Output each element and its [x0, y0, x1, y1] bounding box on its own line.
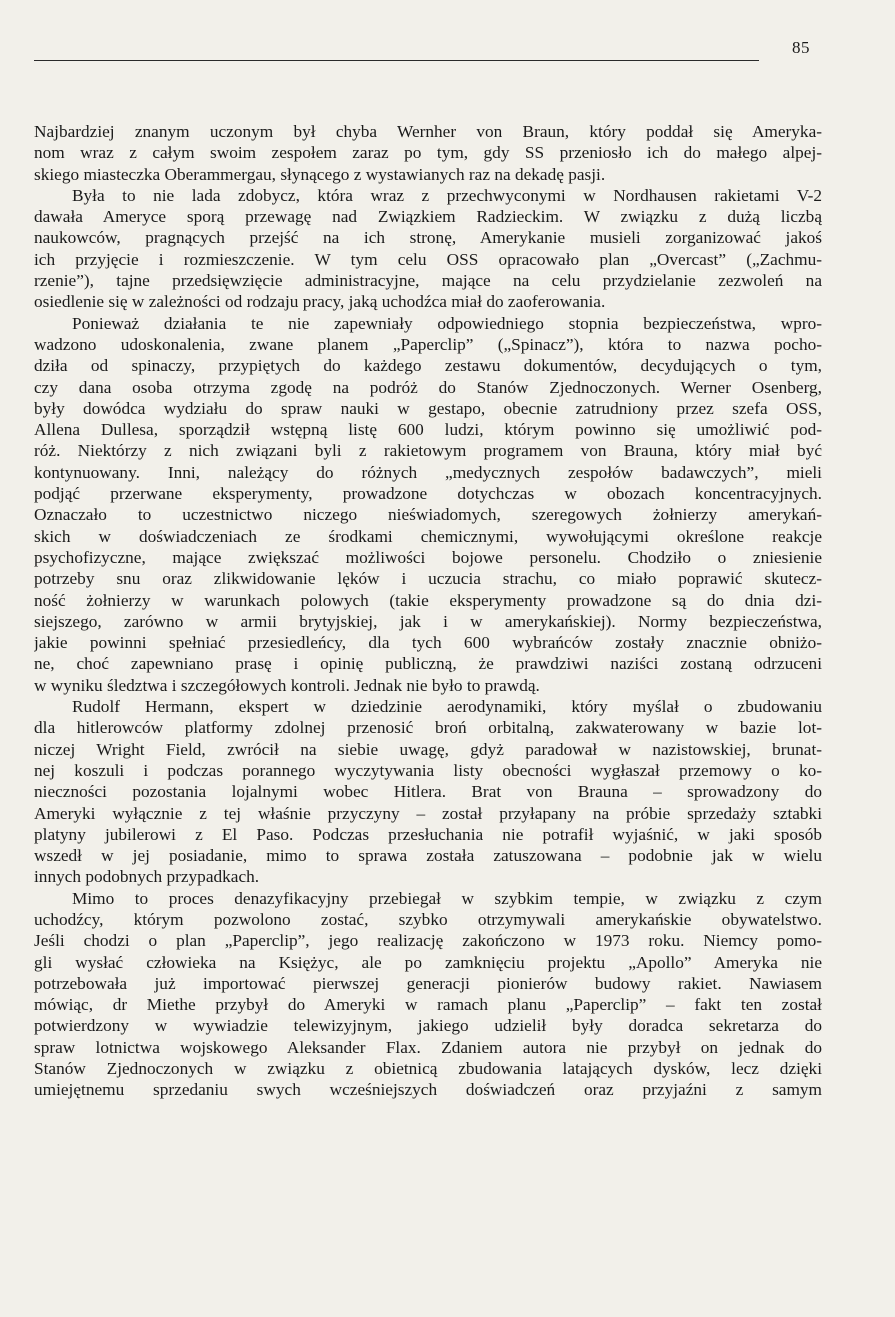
- text-line: nom wraz z całym swoim zespołem zaraz po tym, gdy SS przeniosło ich do małego alpej-: [34, 143, 822, 163]
- text-line: wadzono udoskonalenia, zwane planem „Paperclip” („Spinacz”), która to nazwa pocho-: [34, 334, 822, 354]
- text-line: Mimo to proces denazyfikacyjny przebiegał w szybkim tempie, w związku z czym: [72, 888, 822, 908]
- text-line: potrzeby snu oraz zlikwidowanie lęków i uczucia strachu, co miało poprawić skutecz-: [34, 569, 822, 589]
- text-line: osiedlenie się w zależności od rodzaju pracy, jaką uchodźca miał do zaoferowania.: [34, 292, 606, 312]
- text-line: jakie powinni spełniać przesiedleńcy, dla tych 600 wybrańców zostały znacznie obniżo-: [34, 633, 822, 653]
- text-line: dawała Ameryce sporą przewagę nad Związkiem Radzieckim. W związku z dużą liczbą: [34, 207, 822, 227]
- text-line: Allena Dullesa, sporządził wstępną listę 600 ludzi, którym powinno się umożliwić pod-: [34, 420, 822, 440]
- text-line: Była to nie lada zdobycz, która wraz z przechwyconymi w Nordhausen rakietami V-2: [72, 185, 822, 205]
- paragraph: [34, 185, 822, 313]
- text-line: ność żołnierzy w warunkach polowych (takie eksperymenty prowadzone są do dnia dzi-: [34, 590, 822, 610]
- text-line: uchodźcy, którym pozwolono zostać, szybko otrzymywali amerykańskie obywatelstwo.: [34, 909, 822, 929]
- paragraph: [34, 121, 822, 185]
- text-line: niczej Wright Field, zwrócił na siebie uwagę, gdyż paradował w nazistowskiej, brunat-: [34, 739, 822, 759]
- text-line: innych podobnych przypadkach.: [34, 867, 260, 887]
- text-line: Najbardziej znanym uczonym był chyba Wernher von Braun, który poddał się Ameryka-: [34, 122, 822, 141]
- text-line: Stanów Zjednoczonych w związku z obietnicą zbudowania latających dysków, lecz dzięki: [34, 1059, 822, 1079]
- text-line: nieczności pozostania lojalnymi wobec Hitlera. Brat von Brauna – sprowadzony do: [34, 782, 822, 802]
- text-line: gli wysłać człowieka na Księżyc, ale po zamknięciu projektu „Apollo” Ameryka nie: [34, 952, 822, 972]
- text-line: Ameryki wyłącznie z tej właśnie przyczyny – został przyłapany na próbie sprzedaży sztabki: [34, 803, 822, 823]
- text-line: dziła od spinaczy, przypiętych do każdego zestawu dokumentów, decydujących o tym,: [34, 356, 822, 376]
- text-line: kontynuowany. Inni, należący do różnych „medycznych zespołów badawczych”, mieli: [34, 462, 822, 482]
- text-line: Rudolf Hermann, ekspert w dziedzinie aerodynamiki, który myślał o zbudowaniu: [72, 697, 822, 717]
- header-rule: [34, 60, 759, 61]
- text-line: platyny jubilerowi z El Paso. Podczas przesłuchania nie potrafił wyjaśnić, w jaki sposób: [34, 824, 822, 844]
- text-line: spraw lotnictwa wojskowego Aleksander Flax. Zdaniem autora nie przybył on jednak do: [34, 1037, 822, 1057]
- text-line: mówiąc, dr Miethe przybył do Ameryki w ramach planu „Paperclip” – fakt ten został: [34, 995, 822, 1015]
- text-line: Oznaczało to uczestnictwo niczego nieświadomych, szeregowych żołnierzy amerykań-: [34, 505, 822, 525]
- paragraph: [34, 888, 822, 1101]
- text-line: wszedł w jej posiadanie, mimo to sprawa została zatuszowana – podobnie jak w wielu: [34, 846, 822, 866]
- text-line: Jeśli chodzi o plan „Paperclip”, jego realizację zakończono w 1973 roku. Niemcy pomo-: [34, 931, 822, 951]
- text-line: potwierdzony w wywiadzie telewizyjnym, jakiego udzielił były doradca sekretarza do: [34, 1016, 822, 1036]
- paragraph: [34, 313, 822, 696]
- text-line: siejszego, zarówno w armii brytyjskiej, jak i w amerykańskiej). Normy bezpieczeństwa,: [34, 611, 822, 631]
- text-line: ne, choć zapewniano prasę i opinię publiczną, że prawdziwi naziści zostaną odrzuceni: [34, 654, 822, 674]
- text-line: ich przyjęcie i rozmieszczenie. W tym celu OSS opracowało plan „Overcast” („Zachmu-: [34, 249, 822, 269]
- paragraph: [34, 696, 822, 888]
- text-line: podjąć przerwane eksperymenty, prowadzone dotychczas w obozach koncentracyjnych.: [34, 484, 822, 504]
- text-line: skiego miasteczka Oberammergau, słynącego z wystawianych raz na dekadę pasji.: [34, 164, 606, 184]
- text-line: były dowódca wydziału do spraw nauki w gestapo, obecnie zatrudniony przez szefa OSS,: [34, 398, 822, 418]
- text-line: róż. Niektórzy z nich związani byli z rakietowym programem von Brauna, który miał być: [34, 441, 822, 461]
- body-text: [34, 121, 822, 1101]
- text-line: naukowców, pragnących przejść na ich stronę, Amerykanie musieli zorganizować jakoś: [34, 228, 822, 248]
- page-number: 85: [792, 38, 810, 57]
- text-line: w wyniku śledztwa i szczegółowych kontroli. Jednak nie było to prawdą.: [34, 675, 540, 695]
- text-line: potrzebowała już importować pierwszej generacji pionierów budowy rakiet. Nawiasem: [34, 973, 822, 993]
- text-line: czy dana osoba otrzyma zgodę na podróż do Stanów Zjednoczonych. Werner Osenberg,: [34, 377, 822, 397]
- text-line: rzenie”), tajne przedsięwzięcie administracyjne, mające na celu przydzielanie zezwoleń na: [34, 271, 822, 291]
- text-line: nej koszuli i podczas porannego wyczytywania listy obecności wygłaszał przemowy o ko-: [34, 760, 822, 780]
- text-line: umiejętnemu sprzedaniu swych wcześniejszych doświadczeń oraz przyjaźni z samym: [34, 1080, 822, 1100]
- text-line: psychofizyczne, mające zwiększać możliwości bojowe personelu. Chodziło o zniesienie: [34, 547, 822, 567]
- text-line: dla hitlerowców platformy zdolnej przenosić broń orbitalną, zakwaterowany w bazie lot-: [34, 718, 822, 738]
- text-line: skich w doświadczeniach ze środkami chemicznymi, wywołującymi określone reakcje: [34, 526, 822, 546]
- text-line: Ponieważ działania te nie zapewniały odpowiedniego stopnia bezpieczeństwa, wpro-: [72, 313, 822, 333]
